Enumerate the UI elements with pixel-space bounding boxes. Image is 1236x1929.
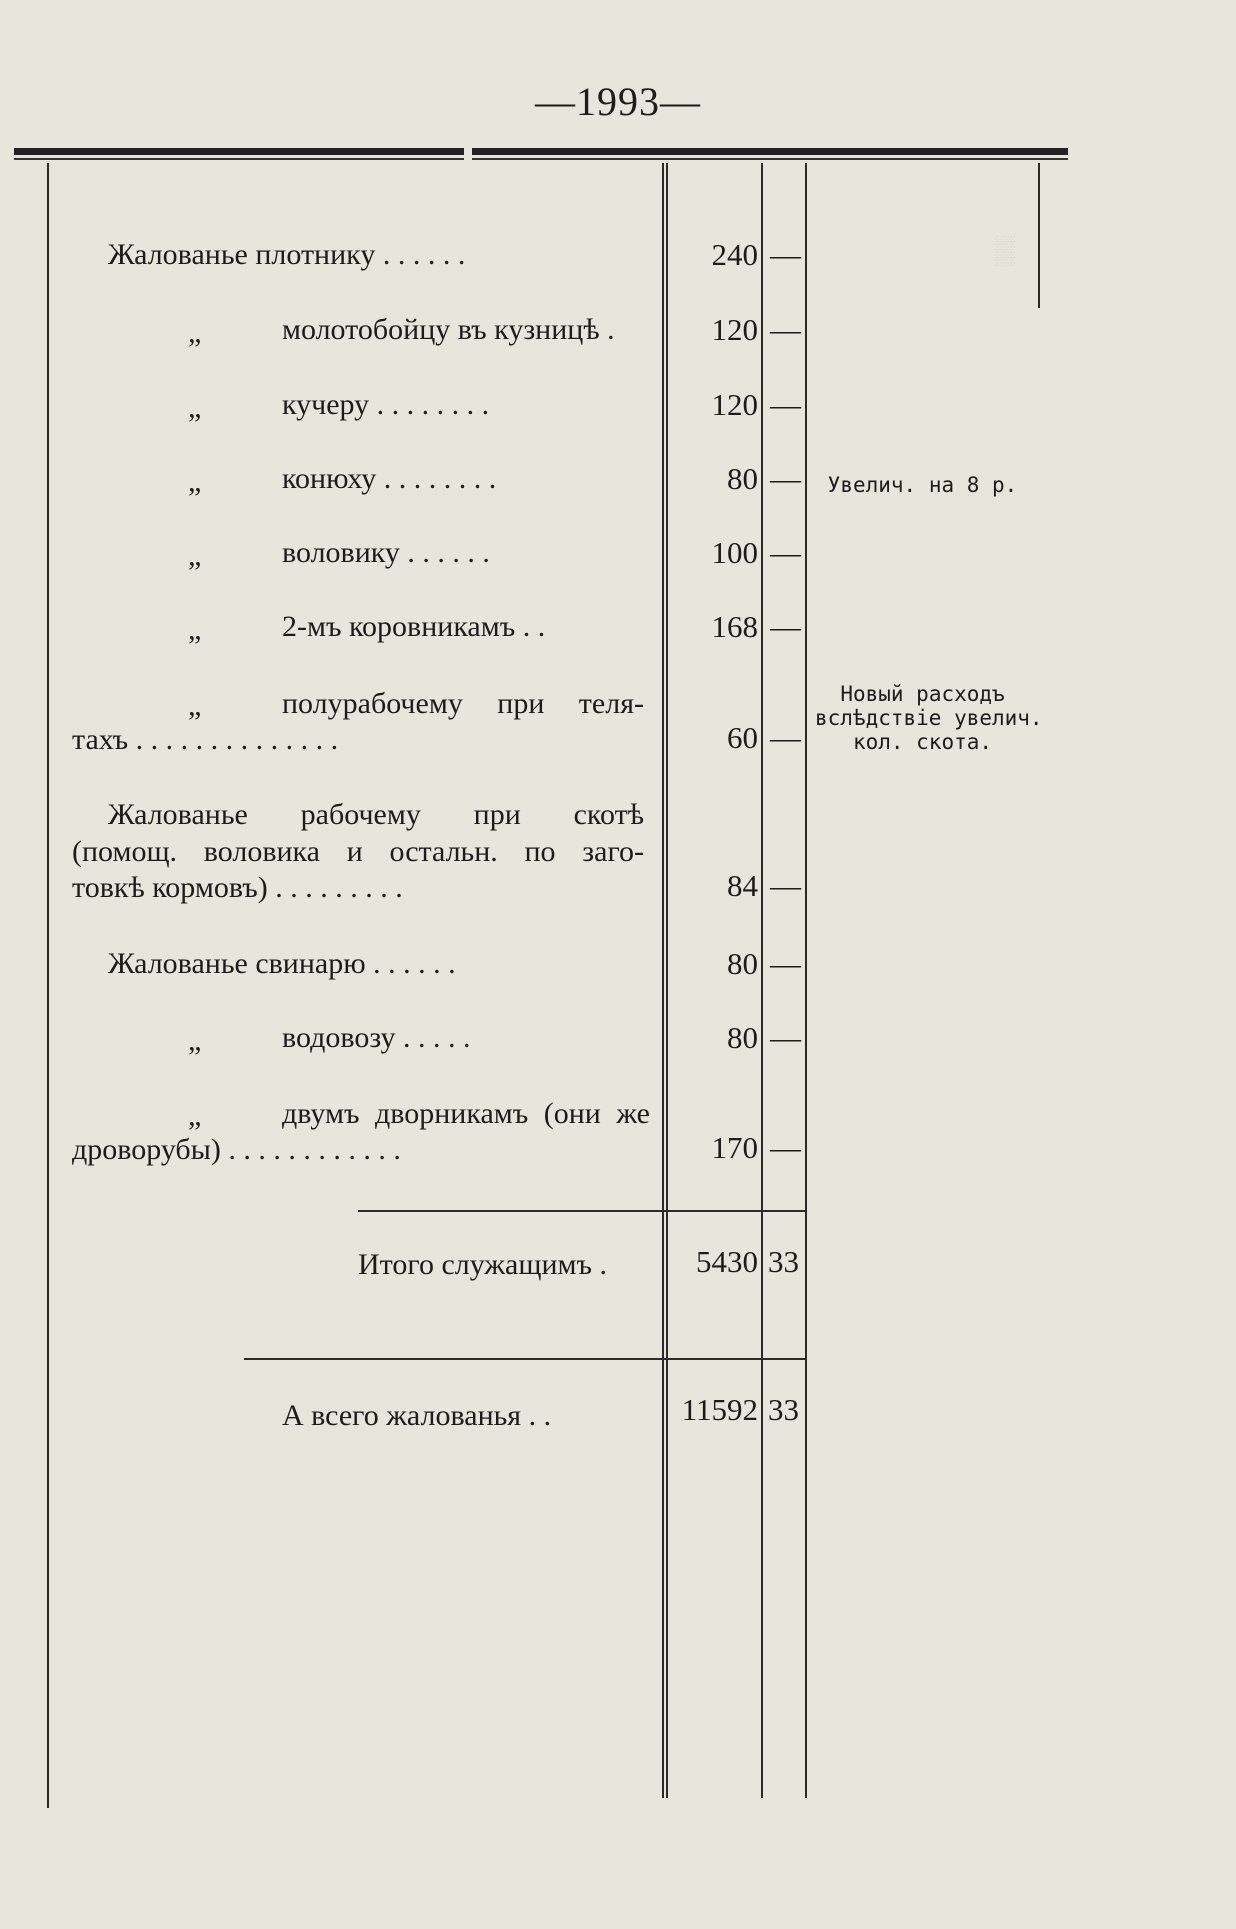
grand-total-kop: 33 (768, 1392, 799, 1427)
bleed-through: ▒ (995, 235, 1015, 266)
ditto-mark: „ (188, 539, 202, 572)
row-label-yard-keepers-line2: дроворубы) . . . . . . . . . . . . (72, 1133, 401, 1166)
row-kop-oxherd: — (770, 535, 801, 570)
row-kop-coachman: — (770, 387, 801, 422)
row-kop-yard-keepers: — (770, 1130, 801, 1165)
row-label-cattle-worker-line3: товкѣ кормовъ) . . . . . . . . . (72, 871, 403, 904)
grand-total-rule (244, 1358, 805, 1360)
row-label-coachman: кучеру . . . . . . . . (282, 388, 490, 421)
ditto-mark: „ (188, 689, 202, 722)
row-rub-hammerer: 120 (711, 312, 758, 347)
row-rub-water-carrier: 80 (727, 1020, 758, 1055)
ditto-mark: „ (188, 465, 202, 498)
table-left-rule (47, 163, 49, 1808)
row-label-carpenter: Жалованье плотнику . . . . . . (108, 238, 466, 271)
header-rule-gap (464, 146, 472, 162)
row-note-groom: Увелич. на 8 р. (827, 473, 1018, 497)
page-number: —1993— (535, 79, 701, 124)
total-staff-kop: 33 (768, 1244, 799, 1279)
row-rub-cattle-worker: 84 (727, 868, 758, 903)
row-label-cowherds: 2-мъ коровникамъ . . (282, 610, 546, 643)
row-label-water-carrier: водовозу . . . . . (282, 1021, 471, 1054)
row-label-swineherd: Жалованье свинарю . . . . . . (108, 947, 456, 980)
ditto-mark: „ (188, 1099, 202, 1132)
header-rule-thick (14, 148, 1068, 155)
row-rub-yard-keepers: 170 (711, 1130, 758, 1165)
row-rub-groom: 80 (727, 461, 758, 496)
grand-total-rub: 11592 (681, 1392, 758, 1427)
row-rub-cowherds: 168 (711, 609, 758, 644)
row-label-hammerer: молотобойцу въ кузницѣ . (282, 313, 615, 346)
row-kop-cowherds: — (770, 609, 801, 644)
row-note-calf-worker-line2: вслѣдствіе увелич. (815, 706, 1043, 730)
row-kop-cattle-worker: — (770, 868, 801, 903)
kop-column-left-rule (761, 163, 763, 1798)
ditto-mark: „ (188, 391, 202, 424)
row-rub-calf-worker: 60 (727, 720, 758, 755)
row-rub-swineherd: 80 (727, 946, 758, 981)
total-staff-rub: 5430 (696, 1244, 758, 1279)
row-label-yard-keepers-line1: двумъ дворникамъ (они же (282, 1097, 650, 1130)
grand-total-label: А всего жалованья . . (282, 1399, 552, 1432)
row-kop-swineherd: — (770, 946, 801, 981)
row-kop-water-carrier: — (770, 1020, 801, 1055)
row-note-calf-worker-line3: кол. скота. (852, 730, 993, 754)
ditto-mark: „ (188, 613, 202, 646)
row-label-calf-worker-line2: тахъ . . . . . . . . . . . . . . (72, 723, 339, 756)
row-label-cattle-worker-line1: Жалованье рабочему при скотѣ (108, 798, 644, 831)
ditto-mark: „ (188, 1024, 202, 1057)
notes-column-left-rule (805, 163, 807, 1798)
subtotal-rule (358, 1210, 805, 1212)
row-rub-coachman: 120 (711, 387, 758, 422)
row-label-groom: конюху . . . . . . . . (282, 462, 497, 495)
row-rub-carpenter: 240 (711, 237, 758, 272)
rub-column-left-rule (662, 163, 664, 1798)
row-kop-groom: — (770, 461, 801, 496)
total-staff-label: Итого служащимъ . (358, 1248, 608, 1281)
row-label-oxherd: воловику . . . . . . (282, 536, 490, 569)
row-kop-hammerer: — (770, 312, 801, 347)
row-label-cattle-worker-line2: (помощ. воловика и остальн. по заго- (72, 835, 644, 868)
row-label-calf-worker-line1: полурабочему при теля- (282, 687, 644, 720)
rub-column-left-rule-2 (666, 163, 668, 1798)
ditto-mark: „ (188, 316, 202, 349)
table-right-rule (1038, 163, 1040, 308)
row-note-calf-worker-line1: Новый расходъ (840, 682, 1005, 706)
header-rule-thin (14, 158, 1068, 160)
row-kop-carpenter: — (770, 237, 801, 272)
row-rub-oxherd: 100 (711, 535, 758, 570)
row-kop-calf-worker: — (770, 720, 801, 755)
